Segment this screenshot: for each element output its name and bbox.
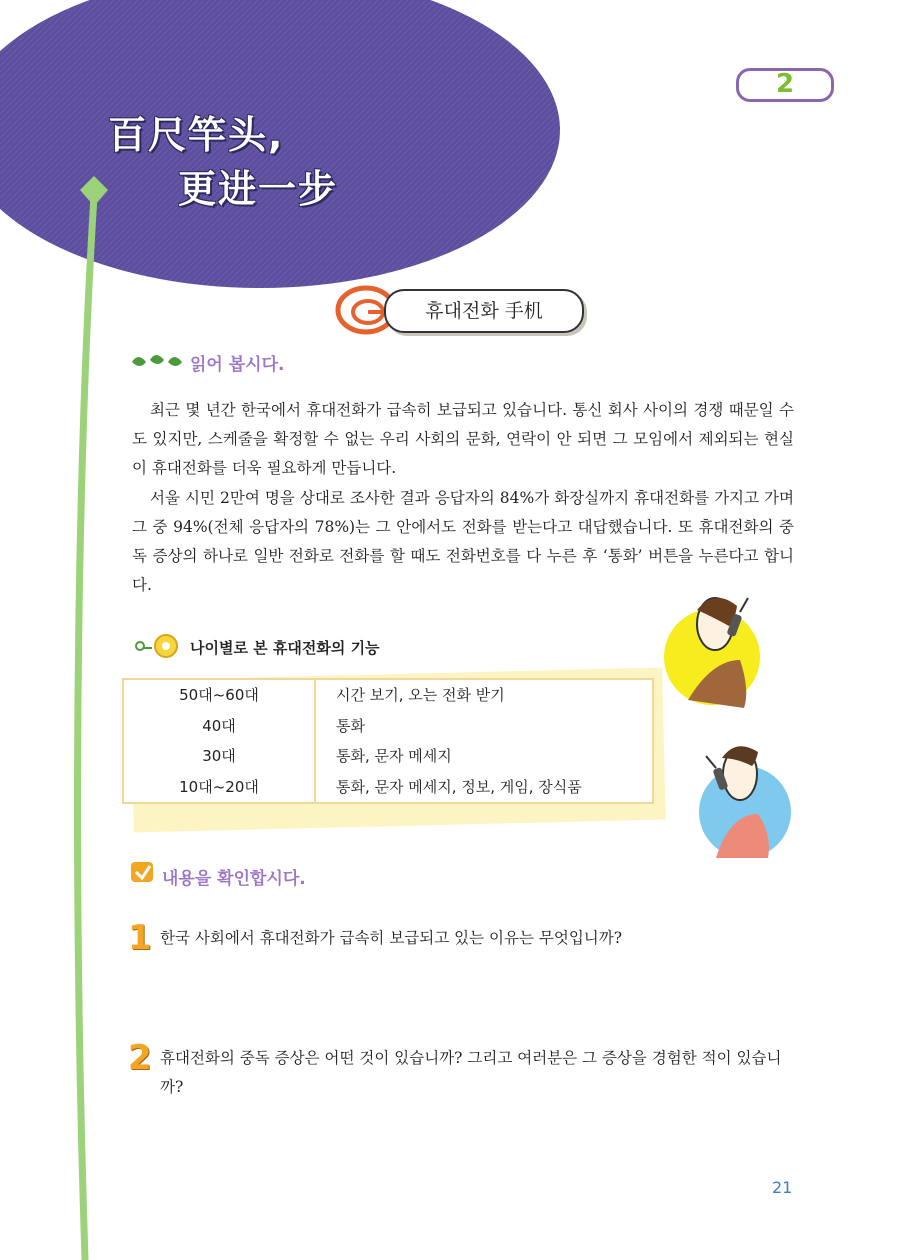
question-1: 한국 사회에서 휴대전화가 급속히 보급되고 있는 이유는 무엇입니까? xyxy=(160,929,623,947)
question-2: 휴대전화의 중독 증상은 어떤 것이 있습니까? 그리고 여러분은 그 증상을 경험한 적이 있습니까? xyxy=(160,1049,782,1096)
use-cell: 통화, 문자 메세지, 정보, 게임, 장식품 xyxy=(336,777,582,796)
age-cell: 50대~60대 xyxy=(123,679,315,711)
functions-table xyxy=(122,678,654,804)
use-cell: 통화 xyxy=(336,716,365,735)
reading-paragraph-2: 서울 시민 2만여 명을 상대로 조사한 결과 응답자의 84%가 화장실까지 휴대전화를 가지고 가며 그 중 94%(전체 응답자의 78%)는 그 안에서도 전화를 받는다고 대답했습니다. 또 휴대전화의 중독 증상의 하나로 일반 전화로 전화를 할 때도 전화번호를 다 누른 후 ‘통화’ 버튼을 누른다고 합니다. xyxy=(132,489,794,594)
use-cell: 통화, 문자 메세지 xyxy=(336,747,452,766)
table-row xyxy=(123,771,653,803)
check-heading: 내용을 확인합시다. xyxy=(162,869,306,889)
green-stem xyxy=(78,196,94,1260)
question-number-1: 1 xyxy=(128,918,152,958)
age-cell: 10대~20대 xyxy=(123,771,315,803)
table-row xyxy=(123,741,653,771)
reading-heading: 읽어 봅시다. xyxy=(190,355,285,375)
age-cell: 40대 xyxy=(123,711,315,741)
chapter-title-line1: 百尺竿头, xyxy=(108,113,285,157)
question-number-2: 2 xyxy=(128,1038,152,1078)
age-cell: 30대 xyxy=(123,741,315,771)
man-phone-illustration-1 xyxy=(664,598,760,708)
lesson-number-badge: 2 xyxy=(736,68,834,102)
chapter-title-line2: 更进一步 xyxy=(178,167,339,211)
table-row xyxy=(123,679,653,711)
table-row xyxy=(123,711,653,741)
functions-heading: 나이별로 본 휴대전화의 기능 xyxy=(190,639,380,657)
use-cell: 시간 보기, 오는 전화 받기 xyxy=(336,686,505,705)
leaves-icon xyxy=(132,355,182,366)
man-phone-illustration-2 xyxy=(699,746,791,858)
topic-title: 휴대전화 手机 xyxy=(384,289,584,333)
hand-icon xyxy=(131,862,153,882)
page-number: 21 xyxy=(772,1178,793,1197)
reading-paragraph-1: 최근 몇 년간 한국에서 휴대전화가 급속히 보급되고 있습니다. 통신 회사 사이의 경쟁 때문일 수도 있지만, 스케줄을 확정할 수 없는 우리 사회의 문화, 연락이 안 되면 그 모임에서 제외되는 현실이 휴대전화를 더욱 필요하게 만듭니다. xyxy=(132,401,794,477)
flower-icon xyxy=(136,635,177,657)
